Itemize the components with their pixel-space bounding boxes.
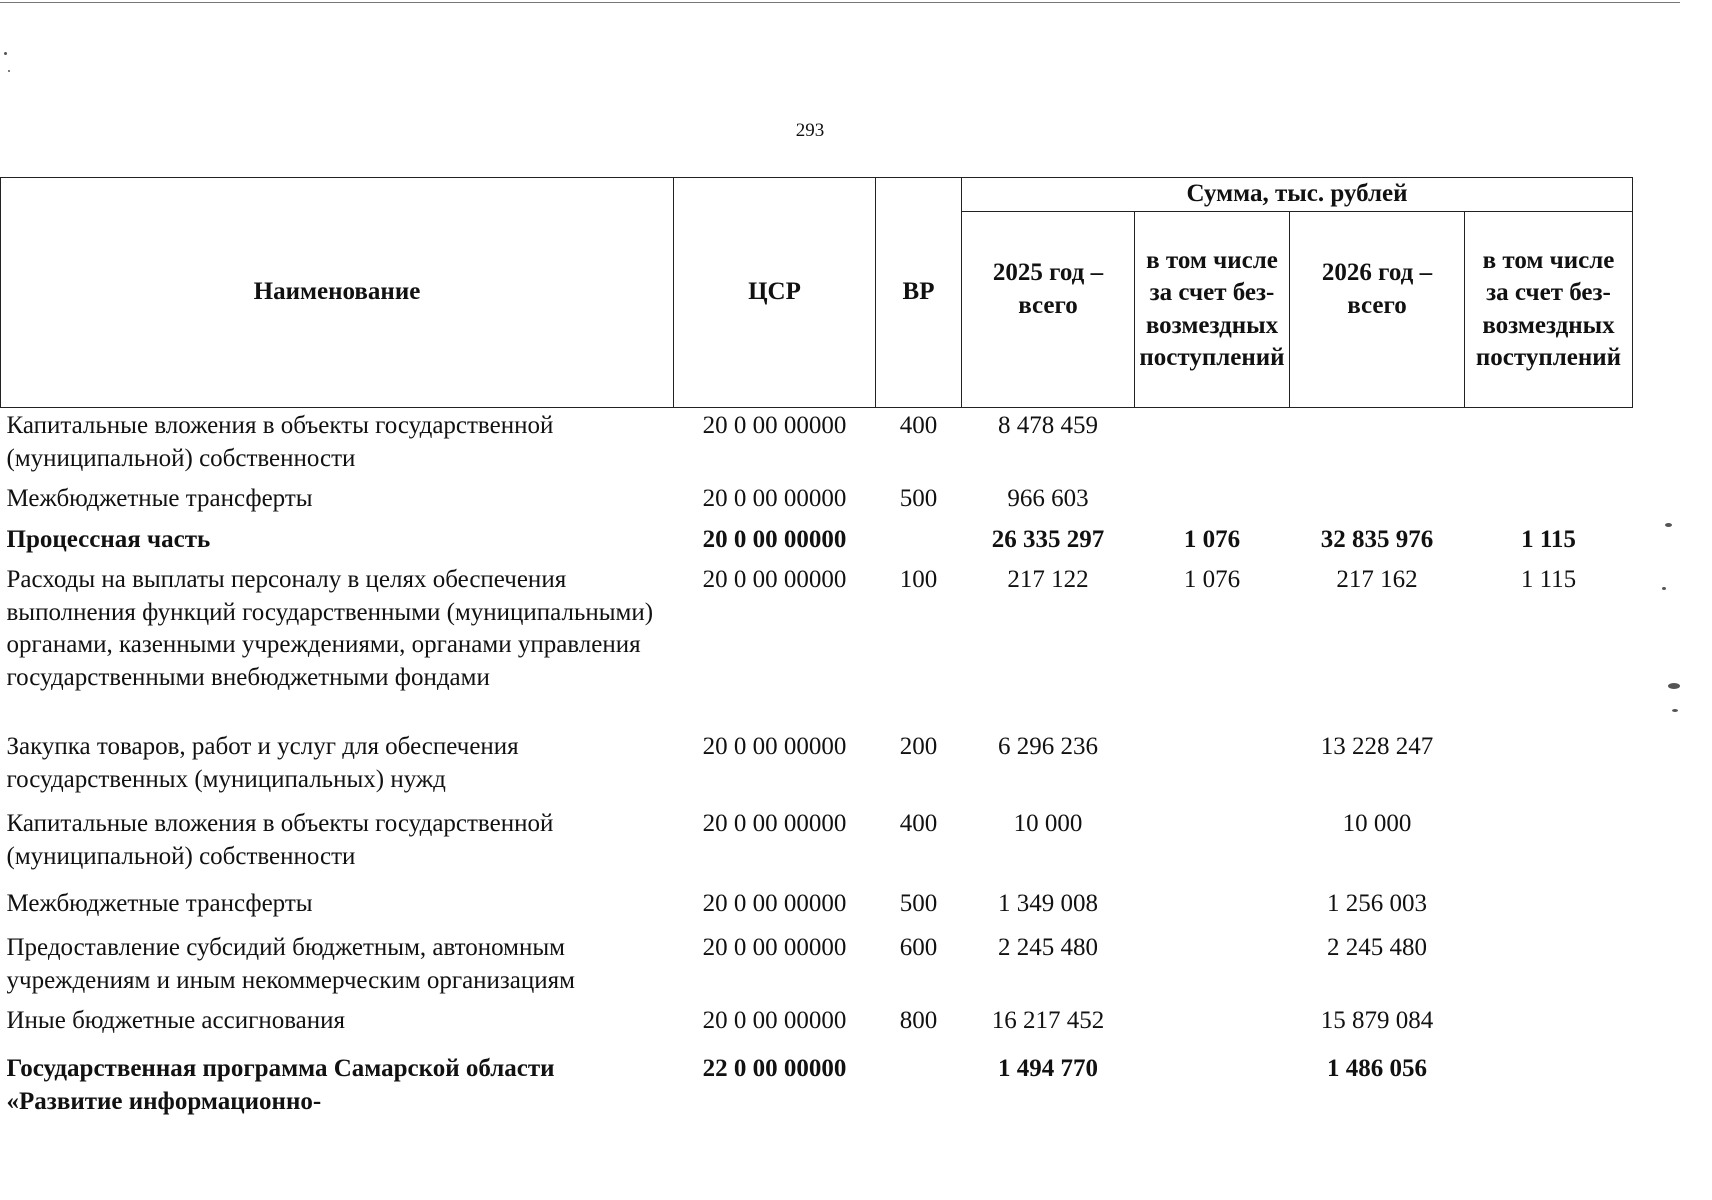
row-csr: 20 0 00 00000	[702, 566, 847, 593]
header-2026-total: 2026 год – всего	[1290, 212, 1465, 408]
row-csr: 20 0 00 00000	[702, 412, 847, 439]
table-row	[1, 886, 1633, 930]
table-row	[1, 729, 1633, 806]
row-name: Расходы на выплаты персоналу в целях обеспечения выполнения функций государственными (муниципальными) органами, казенными учреждениями, органами управления государственными внебюджетными фондами	[6, 566, 654, 691]
scan-speck	[4, 52, 7, 55]
row-2026-free	[1465, 729, 1633, 806]
row-2025-total: 1 494 770	[998, 1055, 1098, 1082]
scan-speck	[8, 70, 10, 72]
table-header	[1, 178, 1633, 408]
header-2025-free: в том числе за счет безвозмездных поступлений	[1135, 212, 1290, 408]
row-2026-free: 1 115	[1521, 525, 1576, 553]
row-2025-total: 10 000	[1013, 810, 1083, 837]
table-row	[1, 481, 1633, 522]
row-2025-free	[1135, 930, 1290, 1003]
row-2026-total	[1290, 481, 1465, 522]
row-csr: 20 0 00 00000	[702, 1007, 847, 1034]
row-2026-free	[1465, 1051, 1633, 1125]
scan-speck	[1662, 587, 1666, 590]
row-2025-free	[1135, 481, 1290, 522]
row-2025-total: 1 349 008	[998, 890, 1098, 917]
table-body	[1, 408, 1633, 1126]
row-2025-free: 1 076	[1183, 525, 1241, 553]
row-2026-total: 10 000	[1342, 810, 1412, 837]
row-vr	[876, 1051, 962, 1125]
row-2025-total: 26 335 297	[991, 525, 1105, 553]
row-csr: 20 0 00 00000	[702, 733, 847, 760]
row-2026-total: 217 162	[1336, 566, 1418, 593]
header-name: Наименование	[1, 178, 674, 408]
header-2025-total: 2025 год – всего	[962, 212, 1135, 408]
row-2025-total: 6 296 236	[998, 733, 1098, 760]
row-2026-total: 13 228 247	[1320, 733, 1434, 760]
table-row	[1, 522, 1633, 563]
page-number: 293	[795, 120, 825, 141]
row-vr: 800	[899, 1007, 938, 1034]
row-2025-total: 8 478 459	[998, 412, 1098, 439]
row-name: Процессная часть	[6, 525, 211, 553]
row-name: Закупка товаров, работ и услуг для обеспечения государственных (муниципальных) нужд	[6, 733, 519, 793]
row-name: Межбюджетные трансферты	[6, 485, 313, 512]
row-vr: 500	[899, 890, 938, 917]
row-2025-free	[1135, 1051, 1290, 1125]
row-2026-total	[1290, 408, 1465, 482]
row-2026-free	[1465, 408, 1633, 482]
table-row	[1, 1051, 1633, 1125]
row-name: Государственная программа Самарской области «Развитие информационно-	[6, 1055, 555, 1115]
scan-speck	[1665, 523, 1672, 527]
row-csr: 22 0 00 00000	[702, 1055, 847, 1082]
row-2025-free	[1135, 1003, 1290, 1051]
row-vr: 400	[899, 412, 938, 439]
row-csr: 20 0 00 00000	[702, 890, 847, 917]
row-2025-free	[1135, 408, 1290, 482]
row-vr: 600	[899, 934, 938, 961]
row-2026-free	[1465, 481, 1633, 522]
row-2026-free: 1 115	[1520, 566, 1577, 593]
row-csr: 20 0 00 00000	[702, 810, 847, 837]
row-2026-total: 15 879 084	[1320, 1007, 1434, 1034]
header-sum-group: Сумма, тыс. рублей	[962, 178, 1633, 212]
table-row	[1, 806, 1633, 886]
row-csr: 20 0 00 00000	[702, 934, 847, 961]
row-2026-free	[1465, 806, 1633, 886]
row-2026-total: 1 256 003	[1327, 890, 1427, 917]
table-row	[1, 1003, 1633, 1051]
row-2026-free	[1465, 1003, 1633, 1051]
header-csr: ЦСР	[674, 178, 876, 408]
row-2026-total: 2 245 480	[1327, 934, 1427, 961]
scan-speck	[1672, 709, 1678, 712]
row-name: Предоставление субсидий бюджетным, автономным учреждениям и иным некоммерческим организациям	[6, 934, 575, 994]
row-2025-total: 2 245 480	[998, 934, 1098, 961]
row-2026-free	[1465, 886, 1633, 930]
row-vr	[876, 522, 962, 563]
scan-speck	[1668, 683, 1680, 689]
row-2025-free	[1135, 729, 1290, 806]
row-2025-free	[1135, 886, 1290, 930]
row-name: Иные бюджетные ассигнования	[6, 1007, 346, 1034]
scan-top-rule	[0, 2, 1680, 3]
table-row	[1, 930, 1633, 1003]
row-csr: 20 0 00 00000	[702, 485, 847, 512]
row-2025-free	[1135, 806, 1290, 886]
row-2026-free	[1465, 930, 1633, 1003]
row-2025-total: 217 122	[1007, 566, 1089, 593]
row-2025-total: 16 217 452	[991, 1007, 1105, 1034]
table-row	[1, 408, 1633, 482]
row-name: Межбюджетные трансферты	[6, 890, 313, 917]
row-name: Капитальные вложения в объекты государственной (муниципальной) собственности	[6, 810, 554, 870]
table-row	[1, 562, 1633, 729]
row-2025-free: 1 076	[1183, 566, 1241, 593]
row-name: Капитальные вложения в объекты государственной (муниципальной) собственности	[6, 412, 554, 472]
header-vr: ВР	[876, 178, 962, 408]
row-2025-total: 966 603	[1007, 485, 1089, 512]
row-vr: 200	[899, 733, 938, 760]
row-2026-total: 32 835 976	[1320, 525, 1434, 553]
row-vr: 500	[899, 485, 938, 512]
row-2026-total: 1 486 056	[1327, 1055, 1427, 1082]
row-vr: 100	[899, 566, 938, 593]
header-2026-free: в том числе за счет безвозмездных поступлений	[1465, 212, 1633, 408]
budget-table	[0, 177, 1633, 1125]
row-csr: 20 0 00 00000	[702, 525, 847, 553]
row-vr: 400	[899, 810, 938, 837]
